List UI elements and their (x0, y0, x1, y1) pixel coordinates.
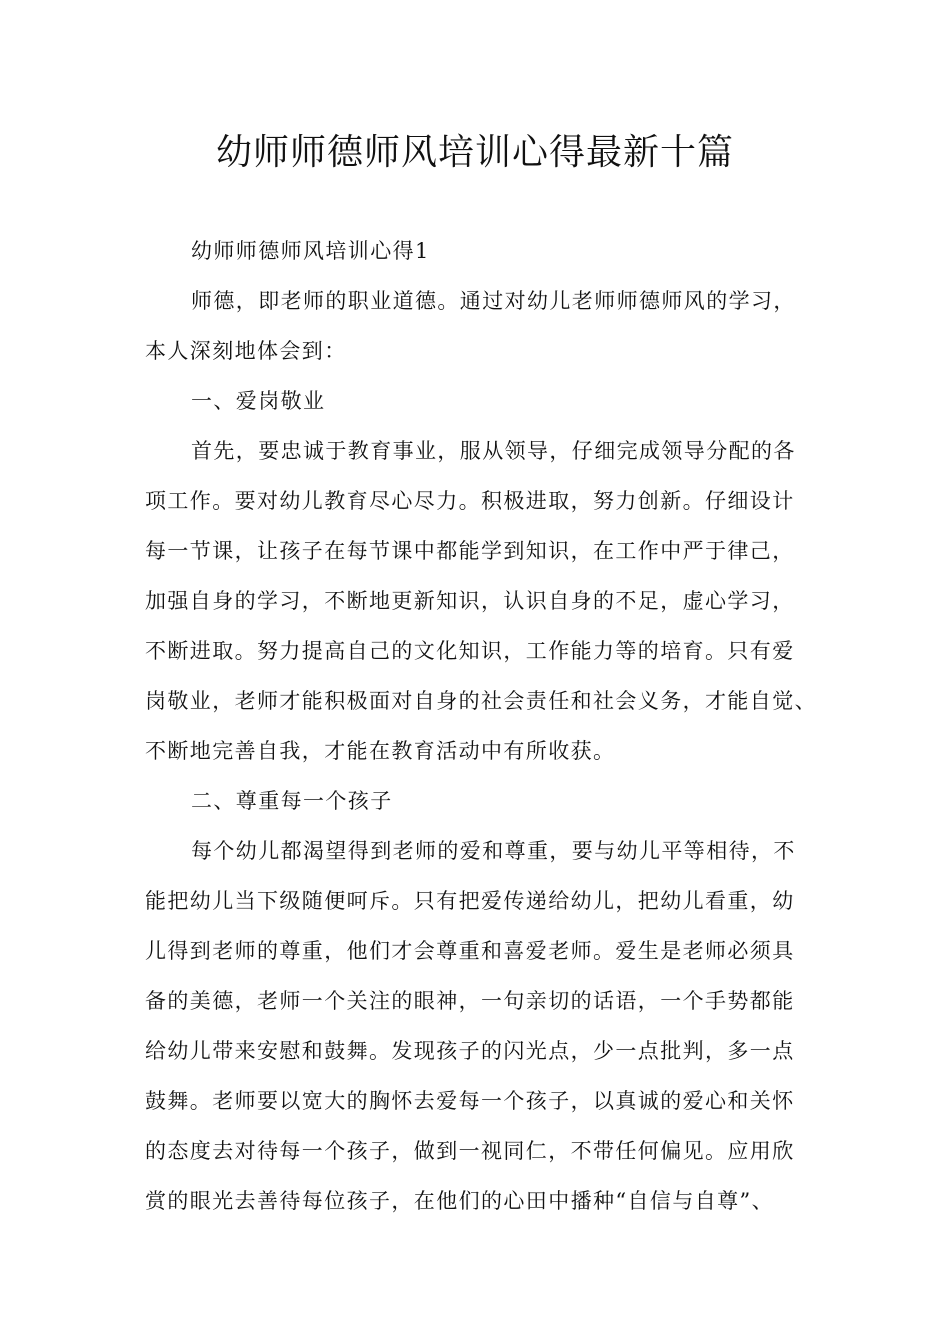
paragraph-line: 师德，即老师的职业道德。通过对幼儿老师师德师风的学习， (191, 289, 796, 313)
section-heading: 幼师师德师风培训心得1 (191, 239, 430, 263)
document-title: 幼师师德师风培训心得最新十篇 (215, 132, 734, 173)
paragraph-line: 备的美德，老师一个关注的眼神，一句亲切的话语，一个手势都能 (145, 989, 795, 1013)
paragraph-line: 每个幼儿都渴望得到老师的爱和尊重，要与幼儿平等相待，不 (191, 839, 796, 863)
paragraph-line: 能把幼儿当下级随便呵斥。只有把爱传递给幼儿，把幼儿看重，幼 (145, 889, 795, 913)
paragraph-line: 不断进取。努力提高自己的文化知识，工作能力等的培育。只有爱 (145, 639, 795, 663)
document-body (145, 226, 825, 1226)
paragraph-line: 岗敬业，老师才能积极面对自身的社会责任和社会义务，才能自觉、 (145, 689, 817, 713)
paragraph-line: 鼓舞。老师要以宽大的胸怀去爱每一个孩子，以真诚的爱心和关怀 (145, 1089, 795, 1113)
subsection-heading: 一、爱岗敬业 (191, 389, 326, 413)
paragraph-line: 不断地完善自我，才能在教育活动中有所收获。 (145, 739, 616, 763)
paragraph-line: 加强自身的学习，不断地更新知识，认识自身的不足，虚心学习， (145, 589, 795, 613)
paragraph-line: 儿得到老师的尊重，他们才会尊重和喜爱老师。爱生是老师必须具 (145, 939, 795, 963)
paragraph-line: 给幼儿带来安慰和鼓舞。发现孩子的闪光点，少一点批判，多一点 (145, 1039, 795, 1063)
paragraph-line: 的态度去对待每一个孩子，做到一视同仁，不带任何偏见。应用欣 (145, 1139, 795, 1163)
paragraph-line: 项工作。要对幼儿教育尽心尽力。积极进取，努力创新。仔细设计 (145, 489, 795, 513)
paragraph-line: 本人深刻地体会到： (145, 339, 347, 363)
paragraph-line: 每一节课，让孩子在每节课中都能学到知识，在工作中严于律己， (145, 539, 795, 563)
paragraph-line: 赏的眼光去善待每位孩子，在他们的心田中播种“自信与自尊”、 (145, 1189, 775, 1213)
paragraph-line: 首先，要忠诚于教育事业，服从领导，仔细完成领导分配的各 (191, 439, 796, 463)
subsection-heading: 二、尊重每一个孩子 (191, 789, 393, 813)
